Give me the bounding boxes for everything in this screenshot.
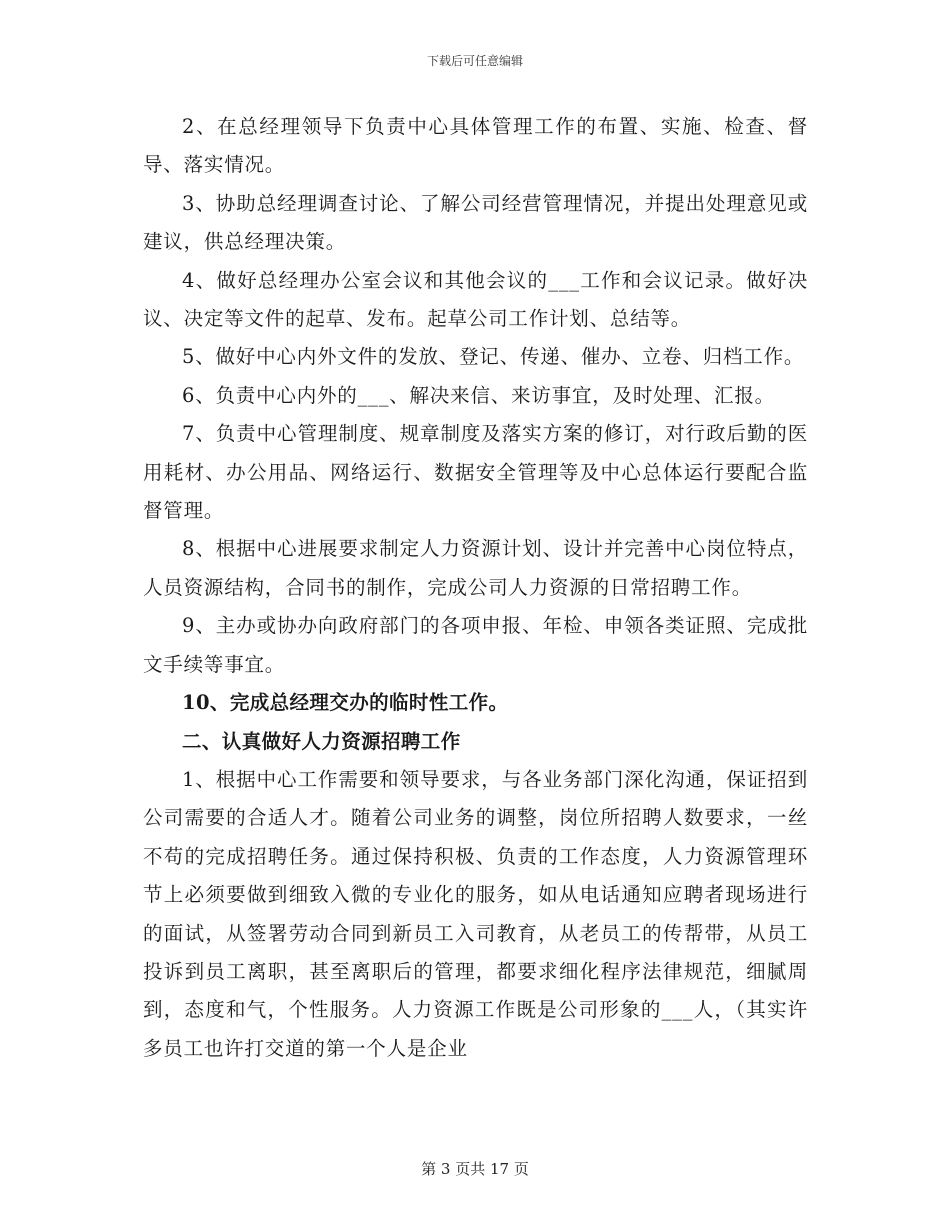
- paragraph-item-3: 3、协助总经理调查讨论、了解公司经营管理情况，并提出处理意见或建议，供总经理决策。: [143, 191, 808, 254]
- page-header: 下载后可任意编辑: [426, 54, 523, 68]
- paragraph-item-9: 9、主办或协办向政府部门的各项申报、年检、申领各类证照、完成批文手续等事宜。: [143, 614, 808, 676]
- paragraph-item-8: 8、根据中心进展要求制定人力资源计划、设计并完善中心岗位特点，人员资源结构，合同书的制作，完成公司人力资源的日常招聘工作。: [143, 537, 808, 599]
- section-heading: 二、认真做好人力资源招聘工作: [182, 729, 461, 753]
- paragraph-item-2: 2、在总经理领导下负责中心具体管理工作的布置、实施、检查、督导、落实情况。: [143, 115, 808, 177]
- page-number-footer: 第 3 页共 17 页: [421, 1160, 529, 1178]
- document-body: [143, 108, 808, 1068]
- paragraph-item-4: 4、做好总经理办公室会议和其他会议的___工作和会议记录。做好决议、决定等文件的起草、发布。起草公司工作计划、总结等。: [143, 268, 808, 331]
- paragraph-item-6: 6、负责中心内外的___、解决来信、来访事宜，及时处理、汇报。: [182, 383, 775, 407]
- paragraph-item-10: 10、完成总经理交办的临时性工作。: [182, 691, 509, 715]
- paragraph-item-7: 7、负责中心管理制度、规章制度及落实方案的修订，对行政后勤的医用耗材、办公用品、网络运行、数据安全管理等及中心总体运行要配合监督管理。: [143, 422, 808, 523]
- paragraph-item-5: 5、做好中心内外文件的发放、登记、传递、催办、立卷、归档工作。: [182, 345, 805, 369]
- paragraph-recruitment-1: 1、根据中心工作需要和领导要求，与各业务部门深化沟通，保证招到公司需要的合适人才。随着公司业务的调整，岗位所招聘人数要求，一丝不苟的完成招聘任务。通过保持积极、负责的工作态度，人力资源管理环节上必须要做到细致入微的专业化的服务，如从电话通知应聘者现场进行的面试，从签署劳动合同到新员工入司教育，从老员工的传帮带，从员工投诉到员工离职，甚至离职后的管理，都要求细化程序法律规范，细腻周到，态度和气，个性服务。人力资源工作既是公司形象的___人，（其实许多员工也许打交道的第一个人是企业: [143, 767, 808, 1060]
